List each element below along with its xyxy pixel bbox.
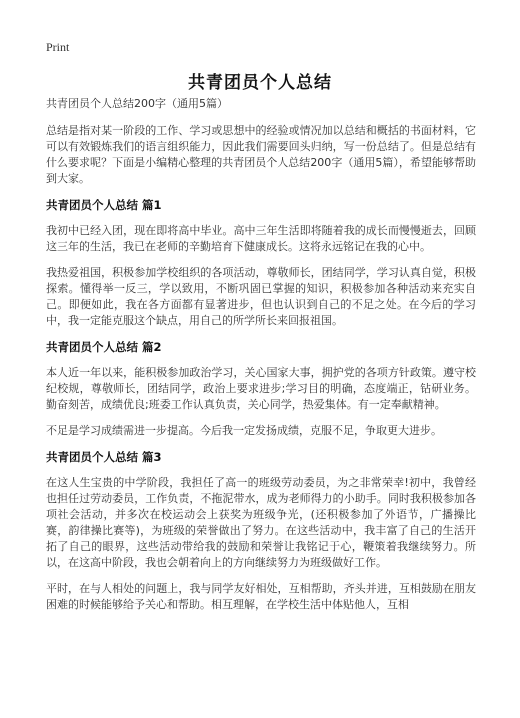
document-subtitle: 共青团员个人总结200字（通用5篇） [46,97,228,110]
section-3-paragraph-1: 在这人生宝贵的中学阶段，我担任了高一的班级劳动委员，为之非常荣幸!初中，我曾经也担任过劳动委员，工作负责，不拖泥带水，成为老师得力的小助手。同时我积极参加各项社会活动，并多次在校运动会上获奖为班级争光，(还积极参加了外语节，广播操比赛，韵律操比赛等)，为班级的荣誉做出了努力。在这些活动中，我丰富了自己的生活开拓了自己的眼界，这些活动带给我的鼓励和荣誉让我铭记于心，鞭策着我继续努力。所以，在这高中阶段，我也会朝着向上的方向继续努力为班级做好工作。 [46,476,476,569]
intro-paragraph: 总结是指对某一阶段的工作、学习或思想中的经验或情况加以总结和概括的书面材料，它可以有效锻炼我们的语言组织能力，因此我们需要回头归纳，写一份总结了。但是总结有什么要求呢？下面是小编精心整理的共青团员个人总结200字（通用5篇），希望能够帮助到大家。 [46,124,476,185]
section-2-paragraph-2: 不足是学习成绩需进一步提高。今后我一定发扬成绩，克服不足，争取更大进步。 [46,424,442,437]
page-title: 共青团员个人总结 [188,73,332,93]
section-3-heading: 共青团员个人总结 篇3 [46,450,162,464]
document-body [46,96,476,623]
section-3-paragraph-2: 平时，在与人相处的问题上，我与同学友好相处，互相帮助，齐头并进，互相鼓励在朋友困难的时候能够给予关心和帮助。相互理解，在学校生活中体贴他人，互相 [46,582,476,611]
section-1-paragraph-2: 我热爱祖国，积极参加学校组织的各项活动，尊敬师长，团结同学，学习认真自觉，积极探索。懂得举一反三，学以致用，不断巩固已掌握的知识，积极参加各种活动来充实自己。即便如此，我在各方面都有显著进步，但也认识到自己的不足之处。在今后的学习中，我一定能克服这个缺点，用自己的所学所长来回报祖国。 [46,266,476,327]
section-1-heading: 共青团员个人总结 篇1 [46,198,162,212]
section-2-heading: 共青团员个人总结 篇2 [46,340,162,354]
section-2-paragraph-1: 本人近一年以来，能积极参加政治学习，关心国家大事，拥护党的各项方针政策。遵守校纪校规，尊敬师长，团结同学，政治上要求进步;学习目的明确，态度端正，钻研业务。勤奋刻苦，成绩优良;班委工作认真负责，关心同学，热爱集体。有一定奉献精神。 [46,366,476,411]
section-1-paragraph-1: 我初中已经入团，现在即将高中毕业。高中三年生活即将随着我的成长而慢慢逝去，回顾这三年的生活，我已在老师的辛勤培育下健康成长。这将永远铭记在我的心中。 [46,224,476,253]
print-label[interactable]: Print [46,40,70,54]
